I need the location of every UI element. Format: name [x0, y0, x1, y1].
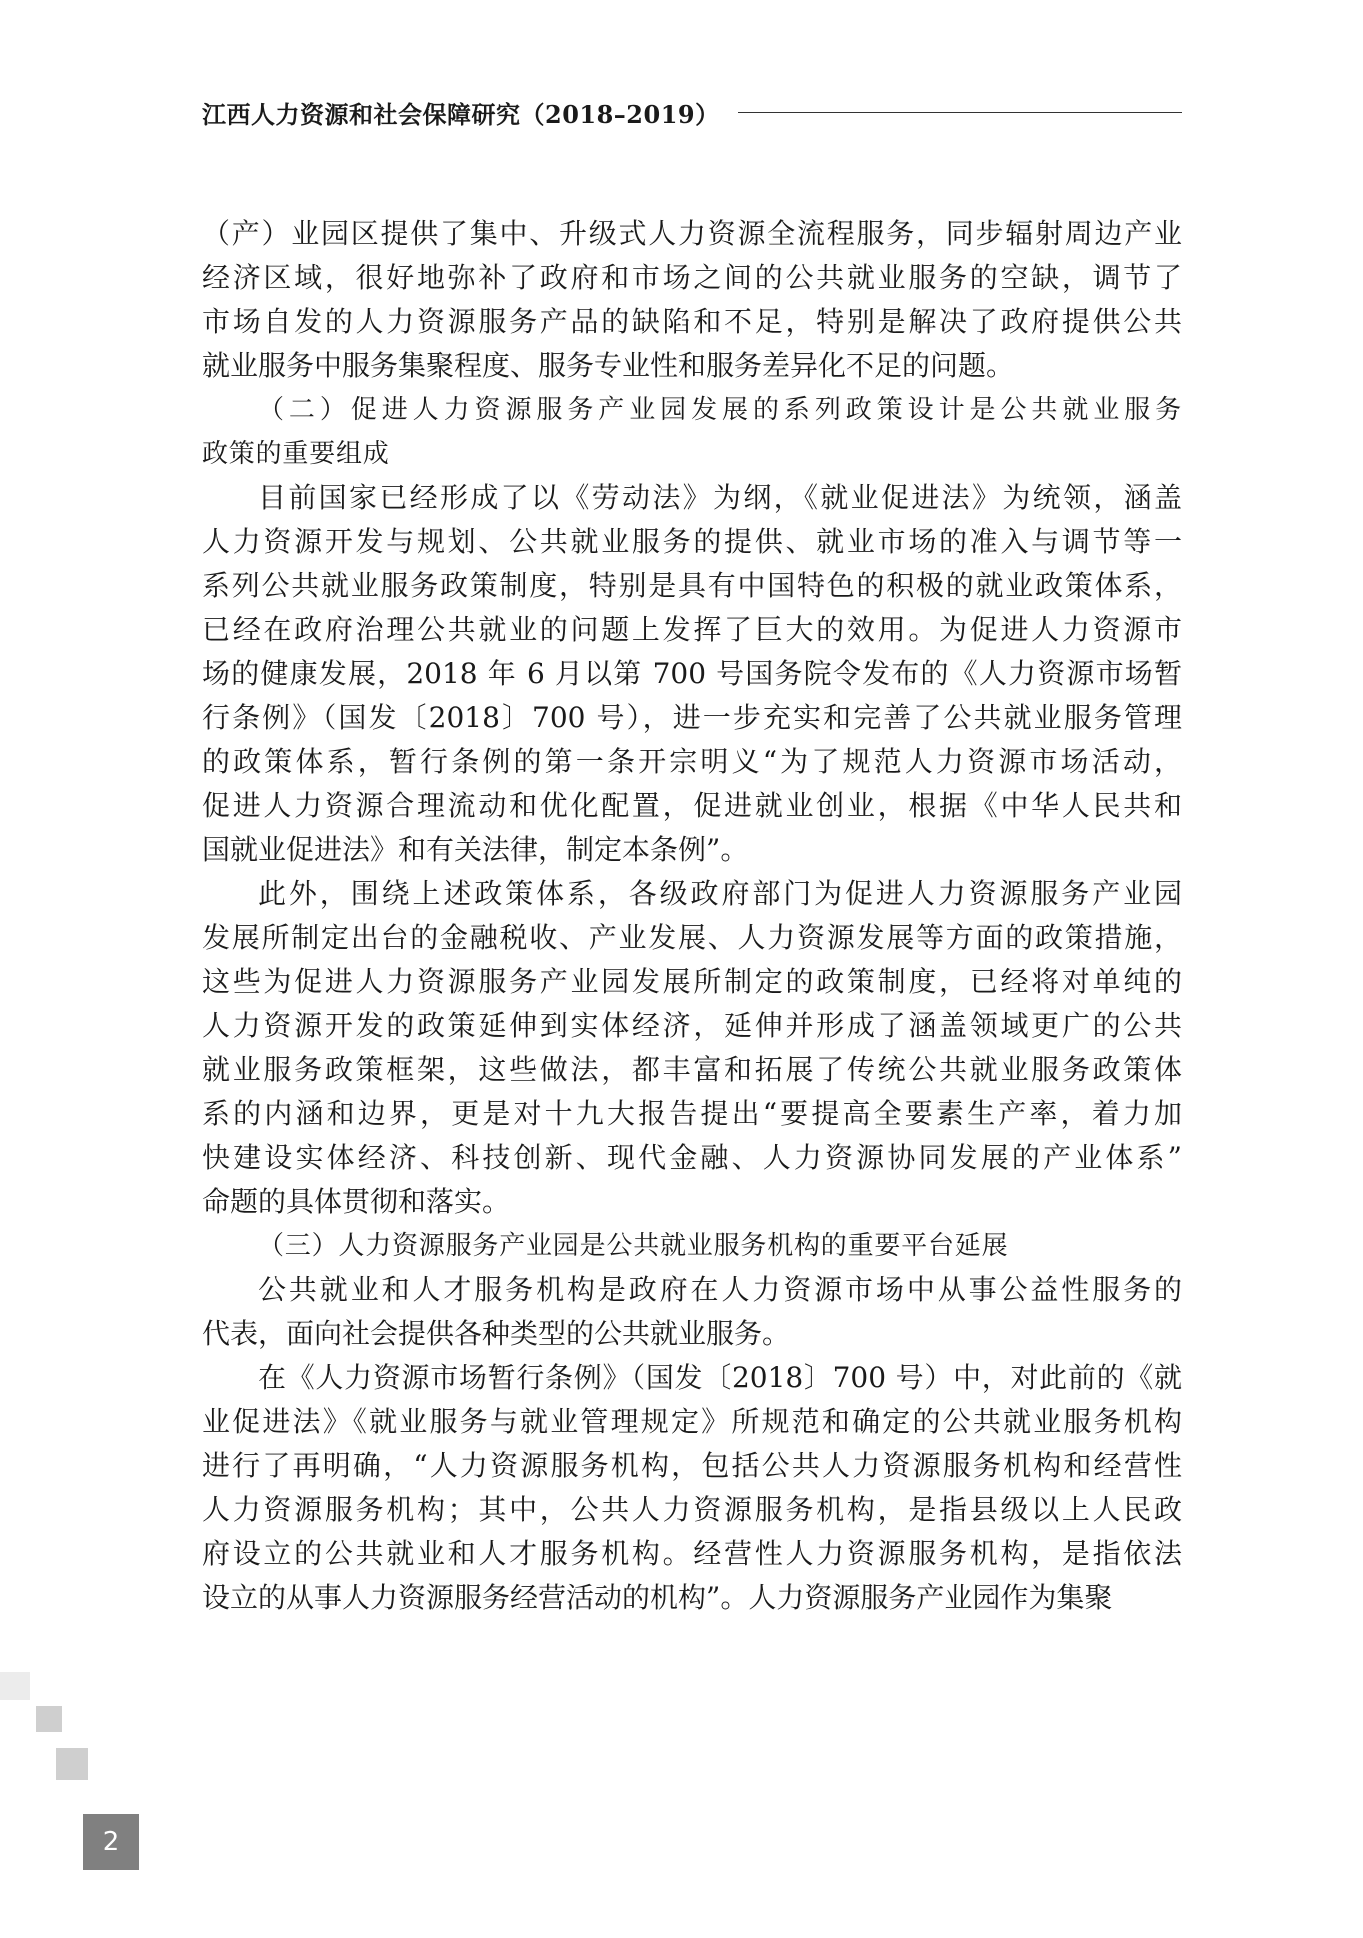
- text-line: 在《人力资源市场暂行条例》（国发〔2018〕700 号）中，对此前的《就: [258, 1361, 1182, 1394]
- section-heading: [202, 388, 1182, 476]
- text-line: 就业服务中服务集聚程度、服务专业性和服务差异化不足的问题。: [202, 349, 1015, 382]
- text-line: 人力资源开发与规划、公共就业服务的提供、就业市场的准入与调节等一: [202, 525, 1182, 558]
- text-line: 行条例》（国发〔2018〕700 号），进一步充实和完善了公共就业服务管理: [202, 701, 1182, 734]
- paragraph: [202, 1268, 1182, 1356]
- text-line: （三）人力资源服务产业园是公共就业服务机构的重要平台延展: [258, 1231, 1009, 1261]
- text-line: 府设立的公共就业和人才服务机构。经营性人力资源服务机构，是指依法: [202, 1537, 1182, 1570]
- text-line: 场的健康发展，2018 年 6 月以第 700 号国务院令发布的《人力资源市场暂: [202, 657, 1182, 690]
- running-header: [202, 92, 1182, 132]
- paragraph: [202, 1356, 1182, 1620]
- book-title: 江西人力资源和社会保障研究（2018–2019）: [202, 99, 720, 129]
- text-line: 发展所制定出台的金融税收、产业发展、人力资源发展等方面的政策措施，: [202, 921, 1182, 954]
- text-line: 政策的重要组成: [202, 439, 390, 469]
- text-line: 人力资源开发的政策延伸到实体经济，延伸并形成了涵盖领域更广的公共: [202, 1009, 1182, 1042]
- text-line: 系列公共就业服务政策制度，特别是具有中国特色的积极的就业政策体系，: [202, 569, 1182, 602]
- text-line: 人力资源服务机构；其中，公共人力资源服务机构，是指县级以上人民政: [202, 1493, 1182, 1526]
- text-line: 就业服务政策框架，这些做法，都丰富和拓展了传统公共就业服务政策体: [202, 1053, 1182, 1086]
- text-line: 业促进法》《就业服务与就业管理规定》所规范和确定的公共就业服务机构: [202, 1405, 1182, 1438]
- text-line: 系的内涵和边界，更是对十九大报告提出“要提高全要素生产率，着力加: [202, 1097, 1182, 1130]
- paragraph: [202, 212, 1182, 388]
- text-line: 促进人力资源合理流动和优化配置，促进就业创业，根据《中华人民共和: [202, 789, 1182, 822]
- text-line: 这些为促进人力资源服务产业园发展所制定的政策制度，已经将对单纯的: [202, 965, 1182, 998]
- text-line: 经济区域，很好地弥补了政府和市场之间的公共就业服务的空缺，调节了: [202, 261, 1182, 294]
- text-line: 国就业促进法》和有关法律，制定本条例”。: [202, 833, 749, 866]
- text-line: 设立的从事人力资源服务经营活动的机构”。人力资源服务产业园作为集聚: [202, 1581, 1113, 1614]
- text-line: 市场自发的人力资源服务产品的缺陷和不足，特别是解决了政府提供公共: [202, 305, 1182, 338]
- text-line: （二）促进人力资源服务产业园发展的系列政策设计是公共就业服务: [258, 395, 1182, 425]
- deco-square-2: [36, 1706, 62, 1732]
- text-line: 命题的具体贯彻和落实。: [202, 1185, 511, 1218]
- section-heading: [202, 1224, 1182, 1268]
- body-text: [202, 212, 1182, 1620]
- text-line: 的政策体系，暂行条例的第一条开宗明义“为了规范人力资源市场活动，: [202, 745, 1182, 778]
- deco-square-1: [0, 1672, 30, 1700]
- text-line: 目前国家已经形成了以《劳动法》为纲，《就业促进法》为统领，涵盖: [258, 481, 1182, 514]
- text-line: 进行了再明确，“人力资源服务机构，包括公共人力资源服务机构和经营性: [202, 1449, 1182, 1482]
- text-line: 公共就业和人才服务机构是政府在人力资源市场中从事公益性服务的: [258, 1273, 1182, 1306]
- text-line: （产）业园区提供了集中、升级式人力资源全流程服务，同步辐射周边产业: [202, 217, 1182, 250]
- page-number: 2: [83, 1814, 139, 1870]
- text-line: 已经在政府治理公共就业的问题上发挥了巨大的效用。为促进人力资源市: [202, 613, 1182, 646]
- deco-square-3: [56, 1748, 88, 1780]
- paragraph: [202, 872, 1182, 1224]
- text-line: 代表，面向社会提供各种类型的公共就业服务。: [202, 1317, 791, 1350]
- header-rule: [738, 112, 1182, 113]
- text-line: 此外，围绕上述政策体系，各级政府部门为促进人力资源服务产业园: [258, 877, 1182, 910]
- paragraph: [202, 476, 1182, 872]
- text-line: 快建设实体经济、科技创新、现代金融、人力资源协同发展的产业体系”: [202, 1141, 1182, 1174]
